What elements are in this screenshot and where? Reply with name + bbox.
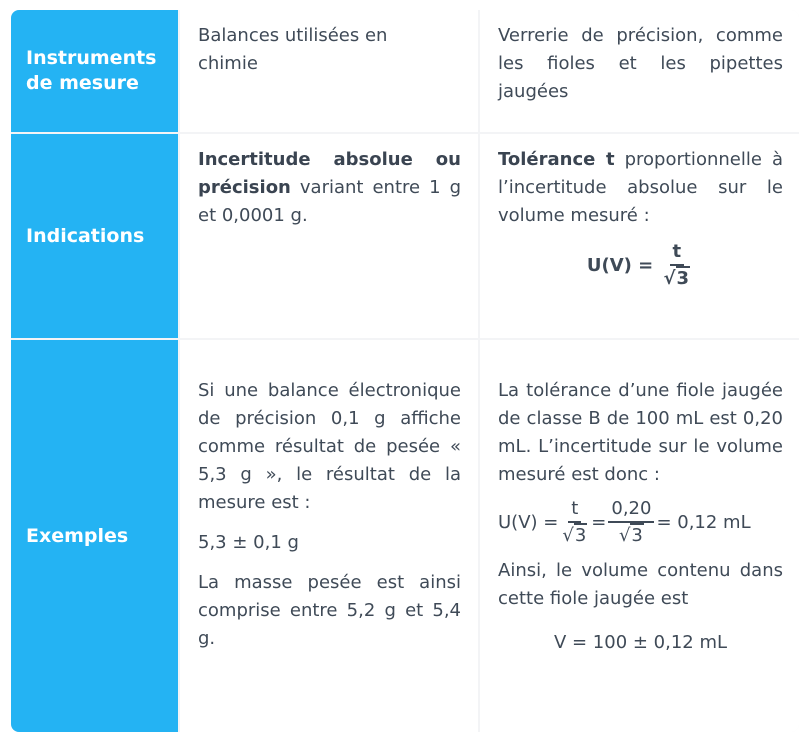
formula-fraction (662, 240, 693, 292)
precision-bold: Incertitude absolue ou précision (198, 149, 461, 198)
precision-rest: variant entre 1 g et 0,0001 g. (198, 177, 461, 226)
verrerie-example-conclusion: Ainsi, le volume contenu dans cette fiole jaugée est (498, 560, 783, 609)
verrerie-example-text: La tolérance d’une fiole jaugée de classe B de 100 mL est 0,20 mL. L’incertitude sur le volume mesuré est donc : (498, 380, 783, 485)
formula-equals: = (591, 512, 607, 533)
formula-fraction-1 (560, 497, 589, 549)
row-instruments (11, 10, 799, 132)
cell-text: Balances utilisées en chimie (198, 25, 388, 74)
precision-text (198, 146, 461, 230)
tolerance-rest: proportionnelle à l’incertitude absolue sur le volume mesuré : (498, 149, 783, 226)
radicand: 3 (574, 525, 587, 546)
formula-denominator (662, 266, 693, 292)
comparison-table (11, 10, 799, 732)
radicand: 3 (631, 525, 643, 546)
formula-lhs: U(V) = (586, 255, 660, 276)
balance-example-conclusion: La masse pesée est ainsi comprise entre 5,2 g et 5,4 g. (198, 572, 461, 649)
sqrt-symbol: √3 (663, 268, 690, 289)
formula-denominator-2 (617, 523, 646, 549)
tolerance-text (498, 146, 783, 230)
cell-verrerie (480, 10, 799, 132)
formula-numerator-2: 0,20 (608, 497, 654, 523)
row-header-instruments (11, 10, 178, 132)
row-exemples (11, 340, 799, 732)
radicand: 3 (676, 268, 690, 289)
row-header-exemples (11, 340, 178, 732)
verrerie-example-result: V = 100 ± 0,12 mL (553, 632, 728, 653)
formula-lhs: U(V) = (498, 512, 559, 533)
row-header-indications (11, 134, 178, 338)
cell-balances (180, 10, 478, 132)
balance-example-result: 5,3 ± 0,1 g (198, 532, 299, 553)
formula-rhs: = 0,12 mL (656, 512, 751, 533)
cell-balance-example (180, 340, 478, 732)
verrerie-example-formula (498, 497, 783, 549)
tolerance-bold: Tolérance t (498, 149, 615, 170)
row-indications (11, 134, 799, 338)
formula-denominator-1 (560, 523, 589, 549)
balance-example-text: Si une balance électronique de précision 0,1 g affiche comme résultat de pesée « 5,3 g », le résultat de la mesure est : (198, 380, 461, 513)
cell-text: Verrerie de précision, comme les fioles et les pipettes jaugées (498, 25, 783, 102)
cell-verrerie-example (480, 340, 799, 732)
cell-balance-precision (180, 134, 478, 338)
row-header-label: Indications (26, 224, 145, 247)
tolerance-formula (498, 240, 783, 292)
row-header-label: Instruments de mesure (26, 47, 157, 94)
sqrt-symbol: √3 (562, 525, 587, 546)
sqrt-symbol: √3 (618, 525, 643, 546)
cell-verrerie-tolerance (480, 134, 799, 338)
formula-fraction-2 (608, 497, 654, 549)
row-header-label: Exemples (26, 524, 129, 547)
formula-numerator-1: t (568, 497, 581, 523)
formula-numerator: t (670, 240, 685, 266)
